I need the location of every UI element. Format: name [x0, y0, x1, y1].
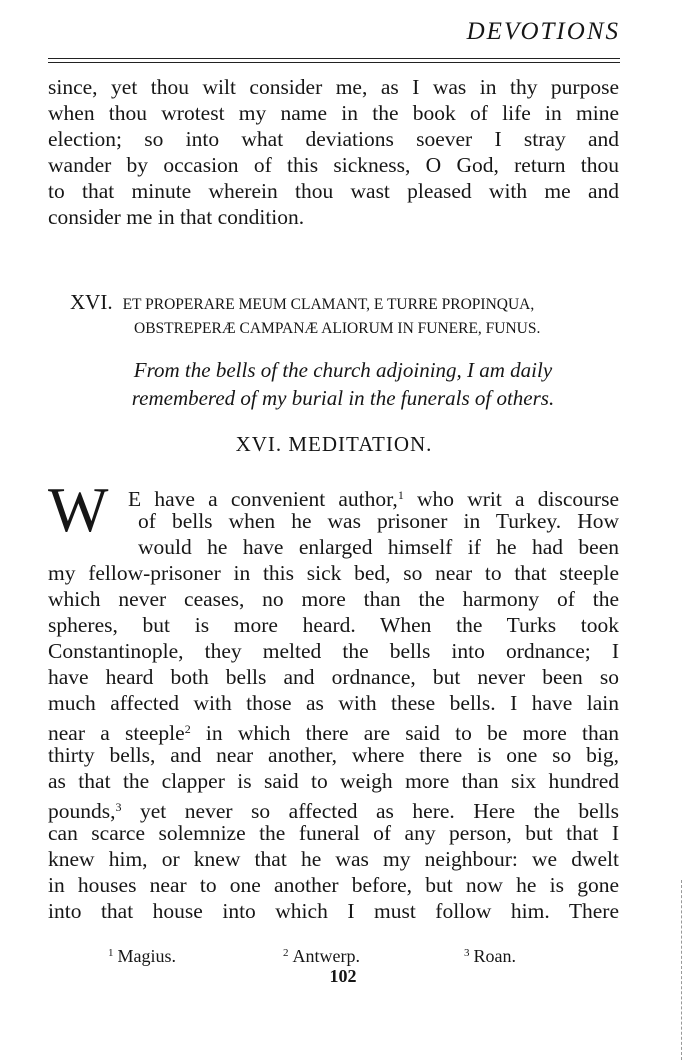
paragraph-line: much affected with those as with these bells. I have lain: [48, 691, 619, 715]
footnote: $^1$ Magius.: [108, 946, 176, 966]
footnote-ref: 2: [184, 722, 191, 736]
paragraph-line: since, yet thou wilt consider me, as I was in thy purpose: [48, 75, 619, 99]
section-number: XVI.: [70, 290, 113, 314]
paragraph-line: would he have enlarged himself if he had been: [138, 535, 619, 559]
epigraph-line-2: remembered of my burial in the funerals of others.: [131, 386, 555, 410]
latin-heading: [70, 290, 620, 341]
header-rule-top: [48, 58, 620, 59]
epigraph-line-1: From the bells of the church adjoining, I am daily: [133, 358, 553, 382]
footnote: $^2$ Antwerp.: [283, 946, 360, 966]
page-edge-mark: [681, 880, 683, 1060]
latin-line-2: OBSTREPERÆ CAMPANÆ ALIORUM IN FUNERE, FUNUS.: [134, 320, 541, 337]
paragraph-line: of bells when he was prisoner in Turkey. How: [138, 509, 619, 533]
paragraph-line: near a steeple$^2$ in which there are said to be more than: [48, 721, 620, 745]
paragraph-line: E have a convenient author,$^1$ who writ a discourse: [128, 487, 619, 511]
paragraph-line: knew him, or knew that he was my neighbour: we dwelt: [48, 847, 619, 871]
header-rule-bottom: [48, 62, 620, 63]
drop-cap: W: [48, 474, 109, 545]
paragraph-line: as that the clapper is said to weigh more than six hundred: [48, 769, 619, 793]
paragraph-line: when thou wrotest my name in the book of life in mine: [48, 101, 619, 125]
paragraph-line: to that minute wherein thou wast pleased with me and: [48, 179, 619, 203]
paragraph-line: wander by occasion of this sickness, O God, return thou: [48, 153, 619, 177]
paragraph-line: can scarce solemnize the funeral of any person, but that I: [48, 821, 619, 845]
epigraph: [48, 356, 638, 412]
paragraph-line: Constantinople, they melted the bells into ordnance; I: [48, 639, 619, 663]
latin-line-1: ET PROPERARE MEUM CLAMANT, E TURRE PROPINQUA,: [122, 296, 535, 313]
top-paragraph: [48, 74, 619, 230]
paragraph-line: election; so into what deviations soever I stray and: [48, 127, 619, 151]
paragraph-line: into that house into which I must follow him. There: [48, 899, 619, 923]
footnote-ref: 1: [397, 488, 404, 502]
footnote: $^3$ Roan.: [464, 946, 516, 966]
paragraph-line: which never ceases, no more than the harmony of the: [48, 587, 619, 611]
meditation-title: XVI. MEDITATION.: [235, 432, 433, 456]
running-head: DEVOTIONS: [466, 18, 620, 45]
paragraph-line: spheres, but is more heard. When the Turks took: [48, 613, 619, 637]
paragraph-line: consider me in that condition.: [48, 205, 305, 229]
paragraph-line: my fellow-prisoner in this sick bed, so near to that steeple: [48, 561, 619, 585]
paragraph-line: thirty bells, and near another, where there is one so big,: [48, 743, 619, 767]
meditation-paragraph: [48, 482, 619, 924]
page-number: 102: [329, 966, 357, 986]
paragraph-line: in houses near to one another before, but now he is gone: [48, 873, 619, 897]
paragraph-line: pounds,$^3$ yet never so affected as here. Here the bells: [48, 799, 619, 823]
paragraph-line: have heard both bells and ordnance, but never been so: [48, 665, 619, 689]
footnote-ref: 3: [115, 800, 122, 814]
